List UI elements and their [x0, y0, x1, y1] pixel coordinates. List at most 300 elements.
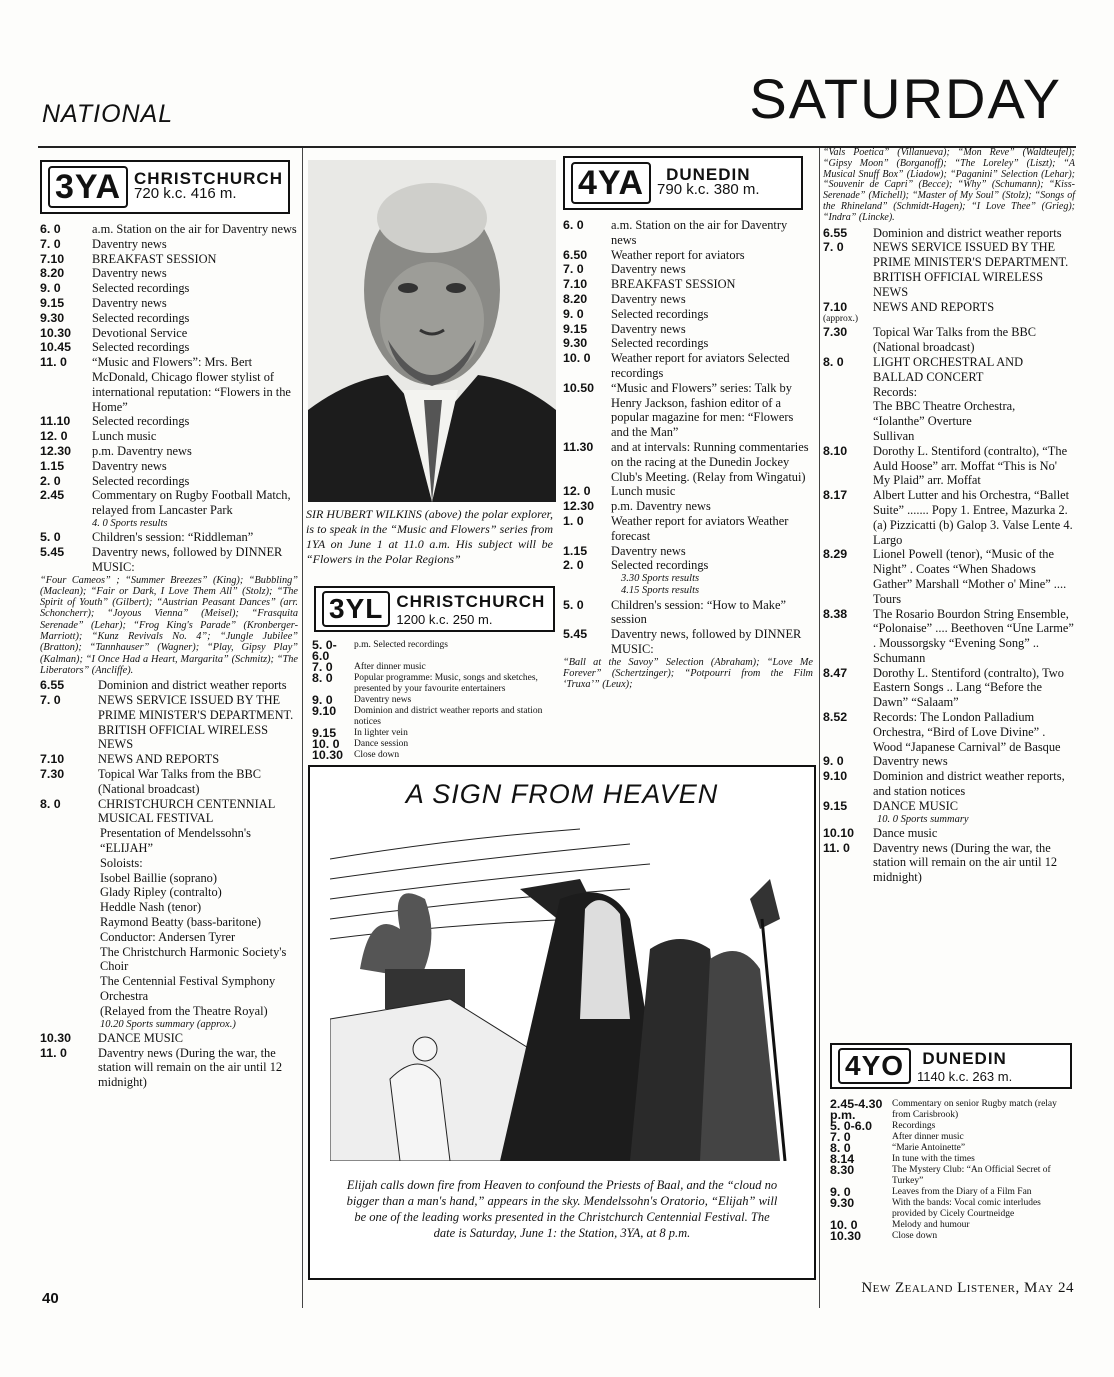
- programme-time: 8. 0: [823, 354, 844, 369]
- programme-time: 7. 0: [563, 262, 584, 277]
- programme-time: 1.15: [40, 458, 65, 473]
- programme-time: 5.45: [563, 627, 588, 642]
- programme-description: BREAKFAST SESSION: [92, 251, 217, 266]
- approx-note: (approx.): [823, 314, 859, 325]
- programme-item: [312, 673, 558, 695]
- programme-item: [40, 237, 298, 252]
- programme-description: Children's session: “How to Make” session: [611, 597, 786, 627]
- programme-time: 7. 0: [823, 240, 844, 255]
- programme-item: [40, 530, 298, 545]
- programme-description: and at intervals: Running commentaries on the racing at the Dunedin Jockey Club's Meeting. (Relay from Wingatui): [611, 439, 809, 484]
- programme-time: 7.10: [40, 251, 65, 266]
- programme-time: 10.30: [40, 325, 72, 340]
- programme-time: 8.10: [823, 443, 848, 458]
- programme-list: [823, 325, 1075, 384]
- programme-time: 12.30: [40, 443, 72, 458]
- page-number: 40: [42, 1290, 59, 1307]
- programme-description: NEWS SERVICE ISSUED BY THE PRIME MINISTER'S DEPARTMENT. BRITISH OFFICIAL WIRELESS NEWS: [873, 240, 1069, 299]
- programme-item: [40, 326, 298, 341]
- programme-description: Daventry news (During the war, the station will remain on the air until 12 midnight): [98, 1045, 283, 1090]
- programme-item: [312, 750, 558, 761]
- programme-time: 8. 0: [312, 671, 333, 685]
- programme-description: In tune with the times: [892, 1154, 975, 1164]
- programme-time: 5. 0: [563, 597, 584, 612]
- programme-item: [40, 1046, 298, 1090]
- station-frequency: 720 k.c. 416 m.: [134, 185, 237, 202]
- programme-item: [563, 277, 813, 292]
- station-frequency: 1140 k.c. 263 m.: [917, 1068, 1013, 1084]
- programme-description: Selected recordings: [92, 340, 190, 355]
- programme-time: 6. 0: [563, 218, 584, 232]
- programme-item: [823, 710, 1075, 754]
- programme-time: 9. 0: [823, 754, 844, 769]
- programme-item: [823, 355, 1075, 385]
- programme-description: Dance session: [354, 739, 409, 749]
- programme-item: [563, 440, 813, 484]
- programme-time: 11. 0: [40, 355, 67, 370]
- programme-description: Leaves from the Diary of a Film Fan: [892, 1187, 1032, 1197]
- programme-description: Dominion and district weather reports, and station notices: [873, 769, 1065, 799]
- programme-time: 11. 0: [823, 840, 850, 855]
- column-4ya-continued: [823, 148, 1075, 885]
- programme-time: 6.55: [40, 678, 65, 693]
- station-city: DUNEDIN: [922, 1048, 1007, 1068]
- programme-item: [563, 248, 813, 263]
- programme-item: [563, 627, 813, 657]
- detail-line: Glady Ripley (contralto): [100, 885, 222, 900]
- programme-description: p.m. Selected recordings: [354, 640, 448, 650]
- programme-item: [563, 381, 813, 440]
- programme-time: 7. 0: [40, 236, 61, 251]
- programme-item: [563, 336, 813, 351]
- programme-description: Lunch music: [92, 429, 157, 444]
- programme-item: [40, 340, 298, 355]
- section-title: NATIONAL: [42, 100, 174, 128]
- programme-list: [823, 444, 1075, 814]
- programme-description: p.m. Daventry news: [92, 443, 192, 458]
- programme-item: [40, 767, 298, 797]
- programme-description: Close down: [354, 750, 400, 760]
- programme-item: [830, 1220, 1076, 1231]
- programme-time: 7. 0: [40, 693, 61, 707]
- programme-time: 8. 0: [830, 1141, 851, 1155]
- programme-description: With the bands: Vocal comic interludes provided by Cicely Courtneidge: [892, 1198, 1041, 1219]
- station-header-3ya: [40, 160, 290, 214]
- programme-list: [823, 826, 1075, 885]
- programme-item: [40, 752, 298, 767]
- detail-line: Presentation of Mendelssohn's “ELIJAH”: [100, 826, 251, 855]
- programme-item: [830, 1231, 1076, 1242]
- programme-item: [823, 547, 1075, 606]
- programme-item: [40, 281, 298, 296]
- programme-time: 9. 0: [40, 281, 61, 296]
- programme-item: [830, 1165, 1076, 1187]
- programme-time: 9.15: [563, 321, 588, 336]
- programme-item: [563, 484, 813, 499]
- programme-description: Devotional Service: [92, 325, 188, 340]
- detail-line: Sullivan: [873, 428, 915, 443]
- programme-description: CHRISTCHURCH CENTENNIAL MUSICAL FESTIVAL: [98, 796, 275, 826]
- programme-description: Daventry news, followed by DINNER MUSIC:: [611, 627, 802, 656]
- programme-item: [40, 678, 298, 693]
- programme-item: [823, 488, 1075, 547]
- programme-item: [823, 300, 1075, 315]
- programme-time: 10. 0: [563, 351, 591, 366]
- programme-description: Dominion and district weather reports: [873, 225, 1062, 240]
- programme-description: BREAKFAST SESSION: [611, 277, 736, 292]
- column-divider: [819, 148, 820, 1308]
- detail-line: Records:: [873, 384, 918, 399]
- programme-item: [40, 296, 298, 311]
- programme-time: 9.15: [312, 726, 337, 740]
- programme-description: Records: The London Palladium Orchestra, “Bird of Love Divine” . Wood “Japanese Carnival” de Basque: [873, 710, 1061, 754]
- programme-description: Lionel Powell (tenor), “Music of the Night” . Coates “When Shadows Gather” Marshall “Mother o' Mine” .... Tours: [873, 547, 1067, 606]
- programme-time: 9.10: [823, 769, 848, 784]
- programme-time: 12.30: [563, 499, 595, 514]
- programme-description: Daventry news: [354, 695, 412, 705]
- programme-description: Melody and humour: [892, 1220, 970, 1230]
- programme-description: After dinner music: [354, 662, 426, 672]
- programme-description: “Music and Flowers” series: Talk by Henry Jackson, fashion editor of a popular magazine for men: “Flowers and the Man”: [611, 380, 794, 440]
- programme-time: 10.30: [40, 1030, 72, 1045]
- programme-description: Children's session: “Riddleman”: [92, 530, 254, 545]
- programme-time: 5. 0-6.0: [830, 1119, 873, 1133]
- programme-item: [40, 355, 298, 414]
- programme-description: Topical War Talks from the BBC (National broadcast): [873, 325, 1037, 355]
- detail-line: The BBC Theatre Orchestra,: [873, 399, 1016, 414]
- programme-time: 2.45: [40, 488, 65, 503]
- programme-item: [830, 1132, 1076, 1143]
- programme-time: 10. 0: [312, 737, 340, 751]
- programme-item: [312, 739, 558, 750]
- concert-details: [823, 385, 1075, 444]
- station-frequency: 1200 k.c. 250 m.: [396, 611, 493, 627]
- programme-description: Dance music: [873, 825, 938, 840]
- illustration-box: [308, 765, 816, 1280]
- programme-item: [40, 488, 298, 518]
- programme-time: 11. 0: [40, 1045, 67, 1060]
- programme-description: Daventry news: [92, 236, 167, 251]
- programme-time: 6. 0: [40, 222, 61, 236]
- programme-time: 12. 0: [40, 429, 68, 444]
- programme-description: p.m. Daventry news: [611, 499, 711, 514]
- programme-item: [312, 695, 558, 706]
- programme-time: 1. 0: [563, 513, 584, 528]
- programme-item: [823, 769, 1075, 799]
- programme-time: 11.10: [40, 414, 71, 429]
- programme-time: 10. 0: [830, 1218, 858, 1232]
- programme-time: 7. 0: [830, 1130, 851, 1144]
- programme-list: [563, 598, 813, 657]
- programme-item: [830, 1154, 1076, 1165]
- programme-description: Commentary on Rugby Football Match, relayed from Lancaster Park: [92, 488, 291, 518]
- programme-list: [40, 1031, 298, 1090]
- programme-description: Daventry news: [611, 543, 686, 558]
- detail-line: The Christchurch Harmonic Society's Choir: [100, 944, 287, 974]
- programme-item: [563, 544, 813, 559]
- programme-time: 7.10: [40, 752, 65, 767]
- programme-item: [830, 1198, 1076, 1220]
- programme-description: The Rosario Bourdon String Ensemble, “Polonaise” .... Beethoven “Une Larme” . Moussorgsky “Evening Song” .. Schumann: [873, 606, 1074, 665]
- programme-time: 10.30: [830, 1229, 862, 1243]
- programme-time: 7.30: [40, 766, 65, 781]
- programme-time: 9. 0: [312, 693, 333, 707]
- programme-description: In lighter vein: [354, 728, 408, 738]
- programme-time: 12. 0: [563, 484, 591, 499]
- programme-time: 8. 0: [40, 796, 61, 811]
- programme-item: [823, 841, 1075, 885]
- programme-list: [40, 222, 298, 518]
- programme-description: NEWS AND REPORTS: [98, 752, 220, 767]
- programme-item: [40, 252, 298, 267]
- programme-time: 11.30: [563, 439, 594, 454]
- programme-item: [40, 474, 298, 489]
- programme-time: 8.20: [40, 266, 65, 281]
- programme-item: [563, 307, 813, 322]
- elijah-illustration: [330, 819, 794, 1161]
- station-logo-4yo: 4YO: [838, 1048, 911, 1084]
- programme-time: 2. 0: [563, 558, 584, 573]
- programme-description: Selected recordings: [611, 306, 709, 321]
- sports-results: 4.15 Sports results: [621, 585, 700, 597]
- programme-time: 8.14: [830, 1152, 855, 1166]
- programme-item: [830, 1143, 1076, 1154]
- detail-line: Raymond Beatty (bass-baritone): [100, 914, 262, 929]
- programme-item: [40, 429, 298, 444]
- programme-description: DANCE MUSIC: [873, 798, 959, 813]
- programme-description: Weather report for aviators Weather forecast: [611, 513, 789, 543]
- programme-item: [823, 666, 1075, 710]
- programme-time: 5.45: [40, 544, 65, 559]
- station-header-4ya: [563, 156, 803, 210]
- programme-item: [823, 240, 1075, 299]
- programme-description: DANCE MUSIC: [98, 1030, 184, 1045]
- programme-item: [823, 799, 1075, 814]
- programme-time: 9.30: [830, 1196, 855, 1210]
- programme-description: Daventry news: [611, 291, 686, 306]
- programme-item: [563, 514, 813, 544]
- programme-list: [312, 640, 558, 761]
- programme-description: Daventry news: [611, 321, 686, 336]
- station-header-3yl: [314, 586, 555, 632]
- detail-line: Isobel Baillie (soprano): [100, 870, 217, 885]
- programme-time: 9.30: [563, 336, 588, 351]
- programme-time: 6.50: [563, 247, 588, 262]
- programme-list: [823, 226, 1075, 315]
- illustration-title: A SIGN FROM HEAVEN: [405, 779, 719, 809]
- programme-item: [40, 1031, 298, 1046]
- programme-description: Weather report for aviators: [611, 247, 745, 262]
- programme-description: Weather report for aviators Selected recordings: [611, 351, 790, 380]
- programme-time: 10.30: [312, 748, 344, 762]
- programme-description: Daventry news: [873, 754, 948, 769]
- column-divider: [302, 148, 303, 1308]
- programme-description: Albert Lutter and his Orchestra, “Ballet Suite” ....... Popy 1. Entree, Mazurka 2. (a) Pizzicatti (b) Galop 3. Valse Lente 4. Largo: [873, 488, 1073, 547]
- programme-description: “Marie Antoinette”: [892, 1143, 966, 1153]
- programme-time: 9.10: [312, 704, 337, 718]
- programme-time: 7.30: [823, 325, 848, 340]
- portrait-caption: SIR HUBERT WILKINS (above) the polar explorer, is to speak in the “Music and Flowers” series from 1YA on June 1 at 11.0 a.m. His subject will be “Flowers in the Polar Regions”: [306, 507, 553, 566]
- portrait-image: [308, 160, 556, 502]
- programme-description: Daventry news: [92, 295, 167, 310]
- programme-item: [823, 325, 1075, 355]
- programme-time: 9.30: [40, 310, 65, 325]
- programme-time: 7.10: [563, 277, 588, 292]
- programme-description: Dorothy L. Stentiford (contralto), Two Eastern Songs .. Lang “Before the Dawn” “Salaam”: [873, 665, 1064, 710]
- column-4yo: [830, 1043, 1076, 1242]
- programme-time: 7. 0: [312, 660, 333, 674]
- programme-item: [823, 607, 1075, 666]
- programme-description: After dinner music: [892, 1132, 964, 1142]
- station-city: DUNEDIN: [666, 165, 751, 185]
- illustration-caption: Elijah calls down fire from Heaven to confound the Priests of Baal, and the “cloud no bigger than a man's hand,” appears in the sky. Mendelssohn's Oratorio, “Elijah” will be one of the leading works presented in the Christchurch Centennial Festival. The date is Saturday, June 1: the Station, 3YA, at 8 p.m.: [346, 1178, 778, 1240]
- programme-description: Close down: [892, 1231, 938, 1241]
- programme-time: 5. 0: [40, 530, 61, 545]
- programme-time: 5. 0-6.0: [312, 638, 337, 663]
- programme-description: Recordings: [892, 1121, 936, 1131]
- programme-item: [823, 444, 1075, 488]
- programme-item: [830, 1121, 1076, 1132]
- sports-results: 4. 0 Sports results: [92, 517, 168, 529]
- programme-time: 8.29: [823, 547, 848, 562]
- programme-item: [563, 499, 813, 514]
- programme-item: [830, 1187, 1076, 1198]
- programme-description: Daventry news, followed by DINNER MUSIC:: [92, 544, 283, 574]
- detail-line: Heddle Nash (tenor): [100, 900, 202, 915]
- programme-description: Selected recordings: [92, 414, 190, 429]
- station-city: CHRISTCHURCH: [396, 591, 546, 611]
- programme-description: Daventry news (During the war, the station will remain on the air until 12 midnight): [873, 840, 1058, 885]
- programme-item: [312, 728, 558, 739]
- programme-description: Popular programme: Music, songs and sketches, presented by your favourite entertainers: [354, 673, 538, 694]
- station-logo-4ya: 4YA: [571, 162, 651, 204]
- programme-description: Dominion and district weather reports: [98, 678, 287, 693]
- programme-item: [40, 459, 298, 474]
- programme-item: [830, 1099, 1076, 1121]
- programme-list: [563, 218, 813, 573]
- programme-item: [312, 640, 558, 662]
- station-city: CHRISTCHURCH: [134, 169, 283, 189]
- programme-description: NEWS AND REPORTS: [873, 299, 995, 314]
- station-header-4yo: [830, 1043, 1072, 1089]
- programme-time: 2. 0: [40, 473, 61, 488]
- programme-description: LIGHT ORCHESTRAL AND BALLAD CONCERT: [873, 354, 1024, 384]
- detail-line: “Iolanthe” Overture: [873, 414, 972, 429]
- detail-line: Soloists:: [100, 855, 143, 870]
- programme-description: Commentary on senior Rugby match (relay from Carisbrook): [892, 1099, 1057, 1120]
- programme-description: Dominion and district weather reports and station notices: [354, 706, 543, 727]
- programme-time: 2.45-4.30 p.m.: [830, 1097, 883, 1122]
- programme-item: [823, 226, 1075, 241]
- programme-item: [40, 693, 298, 752]
- station-frequency: 790 k.c. 380 m.: [657, 181, 760, 198]
- programme-item: [40, 444, 298, 459]
- programme-item: [40, 311, 298, 326]
- day-title: SATURDAY: [749, 67, 1062, 130]
- programme-item: [563, 598, 813, 628]
- programme-time: 10.50: [563, 380, 595, 395]
- programme-description: Dorothy L. Stentiford (contralto), “The Auld Hoose” arr. Moffat “This is No' My Plaid” arr. Moffat: [873, 443, 1068, 488]
- programme-time: 9. 0: [830, 1185, 851, 1199]
- programme-description: Selected recordings: [611, 336, 709, 351]
- detail-line: (Relayed from the Theatre Royal): [100, 1003, 268, 1018]
- programme-item: [40, 797, 298, 827]
- programme-item: [563, 558, 813, 573]
- programme-description: Selected recordings: [92, 281, 190, 296]
- programme-time: 10.10: [823, 825, 855, 840]
- programme-description: Daventry news: [92, 266, 167, 281]
- sports-summary: 10.20 Sports summary (approx.): [100, 1018, 236, 1030]
- programme-time: 8.47: [823, 665, 848, 680]
- sports-summary: 10. 0 Sports summary: [877, 813, 969, 825]
- programme-time: 7.10: [823, 299, 848, 314]
- programme-item: [563, 218, 813, 248]
- programme-item: [823, 754, 1075, 769]
- programme-description: Daventry news: [92, 458, 167, 473]
- programme-description: The Mystery Club: “An Official Secret of Turkey”: [892, 1165, 1051, 1186]
- programme-time: 8.52: [823, 710, 848, 725]
- programme-description: Topical War Talks from the BBC (National broadcast): [98, 766, 262, 796]
- programme-time: 9. 0: [563, 306, 584, 321]
- programme-time: 10.45: [40, 340, 72, 355]
- programme-description: a.m. Station on the air for Daventry news: [611, 218, 788, 247]
- dinner-music-list: “Ball at the Savoy” Selection (Abraham); “Love Me Forever” (Schertzinger); “Potpourri from the Film ‘Truxa’” (Leux);: [563, 656, 813, 691]
- programme-item: [312, 662, 558, 673]
- programme-time: 9.15: [823, 798, 848, 813]
- programme-list: [830, 1099, 1076, 1242]
- detail-line: The Centennial Festival Symphony Orchestra: [100, 974, 276, 1003]
- programme-description: a.m. Station on the air for Daventry news: [92, 222, 297, 236]
- station-logo-3yl: 3YL: [322, 591, 390, 627]
- programme-item: [563, 292, 813, 307]
- programme-description: Daventry news: [611, 262, 686, 277]
- portrait-photo: [308, 160, 556, 502]
- programme-item: [563, 351, 813, 381]
- column-4ya: [563, 156, 813, 691]
- programme-list: [40, 530, 298, 574]
- programme-time: 1.15: [563, 543, 588, 558]
- programme-item: [40, 222, 298, 237]
- programme-item: [563, 262, 813, 277]
- programme-time: 6.55: [823, 225, 848, 240]
- dinner-music-continued: “Vals Poetica” (Villanueva); “Mon Reve” (Waldteufel); “Gipsy Moon” (Borganoff); “The Loreley” (Liszt); “A Musical Snuff Box” (Liadow); “Paganini” Selection (Lehar); “Souvenir de Capri” (Becce); “Why” (Schumann); “Kiss-Serenade” (Michell); “Master of My Soul” (Stolz); “Songs of the Rhineland” (Schmidt-Hagen); “I Love Thee” (Grieg); “Indra” (Lincke).: [823, 147, 1075, 223]
- programme-time: 8.20: [563, 291, 588, 306]
- programme-time: 9.15: [40, 295, 65, 310]
- programme-description: “Music and Flowers”: Mrs. Bert McDonald, Chicago flower stylist of international reputation: “Flowers in the Home”: [92, 355, 291, 414]
- column-3yl: [312, 586, 558, 761]
- programme-description: Selected recordings: [92, 310, 190, 325]
- detail-line: Conductor: Andersen Tyrer: [100, 929, 236, 944]
- programme-description: Selected recordings: [92, 473, 190, 488]
- publication-footer: New Zealand Listener, May 24: [861, 1280, 1074, 1296]
- programme-item: [823, 826, 1075, 841]
- programme-description: Lunch music: [611, 484, 676, 499]
- dinner-music-list: “Four Cameos” ; “Summer Breezes” (King); “Bubbling” (Maclean); “Fair or Dark, I Love Them All” (Stolz); “The Spirit of Youth” (Gilbert); “Austrian Peasant Dances” (arr. Schoncherr); “Joyous Vienna” (Meisel); “Frasquita Serenade” (Lehar); “Frog King's Parade” (Kronberger-Marriott); “Kunz Revivals No. 4”; “Jungle Jubilee” (Bratton); “Tannhauser” (Wagner); “Play, Gipsy Play” (Kalman); “I Once Had a Heart, Margarita” (Schmitz); “The Liberators” (Ancliffe).: [40, 574, 298, 676]
- programme-time: 8.17: [823, 488, 848, 503]
- sports-results: 3.30 Sports results: [621, 573, 700, 585]
- programme-item: [40, 266, 298, 281]
- column-3ya: [40, 160, 298, 1090]
- programme-item: [40, 545, 298, 575]
- programme-description: Selected recordings: [611, 558, 709, 573]
- programme-time: 8.30: [830, 1163, 855, 1177]
- programme-description: NEWS SERVICE ISSUED BY THE PRIME MINISTER'S DEPARTMENT. BRITISH OFFICIAL WIRELESS NEWS: [98, 693, 294, 752]
- programme-item: [563, 322, 813, 337]
- programme-list: [40, 678, 298, 826]
- programme-time: 8.38: [823, 606, 848, 621]
- programme-item: [40, 414, 298, 429]
- elijah-details: [40, 826, 298, 1018]
